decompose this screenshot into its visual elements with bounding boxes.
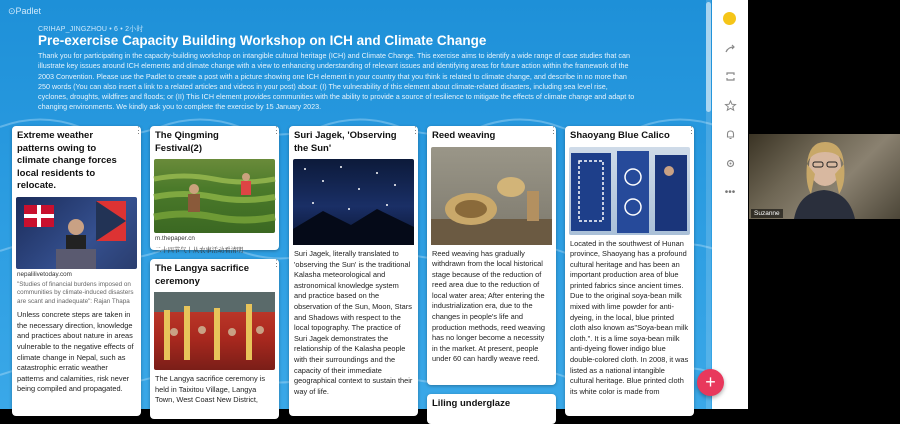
post-menu-icon[interactable]: ⋮: [411, 125, 420, 135]
news-photo[interactable]: [16, 197, 137, 269]
post-title: Suri Jagek, 'Observing the Sun': [294, 130, 397, 154]
remake-icon[interactable]: [722, 68, 738, 84]
post-quote: "Studies of financial burdens imposed on communities by climate-induced disasters are scant and inadequate": Rajan Thapa: [17, 280, 134, 305]
post-link-title[interactable]: 二十四节气丨从农事活动看清明: [155, 247, 244, 254]
post-link-source[interactable]: nepalilivetoday.com: [17, 270, 72, 278]
post-body: Suri Jagek, literally translated to 'observing the Sun' is the traditional Kalasha meteorological and astronomical knowledge system and practice based on the observation of the Sun, Moon, Stars and Shadows with respect to the local topography. The practice of Suri Jagek demonstrates the relationship of the Kalasha people with their surroundings and the capacity of their immediate geographical context to sustain their way of life.: [294, 249, 413, 396]
stars-image: [293, 159, 414, 245]
post-menu-icon[interactable]: ⋮: [272, 258, 281, 268]
add-post-button[interactable]: +: [697, 369, 724, 396]
post-title: Liling underglaze: [432, 398, 511, 409]
baskets-image: [431, 147, 552, 245]
post-menu-icon[interactable]: ⋮: [134, 125, 143, 135]
post-body: Unless concrete steps are taken in the necessary direction, knowledge and practices about nature in areas vulnerable to the negative effects of climate change in Nepal, such as catastrophic erratic weather patterns and calamities, risk never being compiled and propagated.: [17, 310, 134, 394]
post-title: The Qingming Festival(2): [155, 130, 219, 154]
status-dot-icon[interactable]: [723, 12, 736, 25]
post-card-suri-jagek[interactable]: [289, 126, 418, 416]
post-card-qingming[interactable]: [150, 125, 281, 254]
post-menu-icon[interactable]: ⋮: [549, 125, 558, 135]
board-title: Pre-exercise Capacity Building Workshop on ICH and Climate Change: [38, 33, 487, 48]
bell-icon[interactable]: [722, 126, 738, 142]
participant-camera-feed: [749, 134, 900, 219]
board-scrollbar-thumb[interactable]: [706, 2, 711, 112]
participant-video-tile[interactable]: [749, 134, 900, 219]
reed-basket-photo[interactable]: [431, 147, 552, 245]
post-card-reed-weaving[interactable]: [427, 126, 556, 385]
more-options-icon[interactable]: •••: [724, 186, 736, 198]
post-title: The Langya sacrifice ceremony: [155, 263, 249, 287]
settings-gear-icon[interactable]: [722, 155, 738, 171]
padlet-logo[interactable]: ⊙Padlet: [8, 6, 42, 16]
post-link-source[interactable]: m.thepaper.cn: [155, 235, 195, 242]
post-body: Reed weaving has gradually withdrawn from the local historical stage because of the reduction of reed area due to the reduction of local water area; After entering the industrialization era, due to the changes in people's life and production methods, reed weaving has no longer become a necessity in the market. At present, people under 60 can hardly weave reed.: [432, 248, 545, 364]
post-title: Shaoyang Blue Calico: [570, 130, 670, 141]
night-sky-photo[interactable]: [293, 159, 414, 245]
calico-cloth-image: [569, 147, 690, 235]
post-menu-icon[interactable]: ⋮: [272, 125, 281, 135]
ceremony-photo[interactable]: [154, 292, 275, 370]
post-title: Reed weaving: [432, 130, 496, 141]
participant-name-label: Suzanne: [751, 209, 783, 218]
ceremony-crowd-image: [154, 292, 275, 370]
board-author: CRIHAP_JINGZHOU • 6 • 2小时: [38, 26, 144, 33]
post-card-liling[interactable]: [427, 394, 556, 424]
post-title: Extreme weather patterns owing to climate change forces local residents to relocate.: [17, 130, 117, 191]
flag-speaker-image: [16, 197, 137, 269]
board-description: Thank you for participating in the capacity-building workshop on intangible cultural heritage (ICH) and Climate Change. This exercise aims to identify a wide range of case studies that can illustrate key issues around ICH elements and climate change with a view to enhancing understanding of relevant issues and identifying areas for future action within the framework of the 2003 Convention. Please use the Padlet to create a post with a picture showing one ICH element in your country that you think is related to climate change, and describe in no more than 250 words (You can also insert a link to a related articles and videos in your post) about: (I) The vulnerability of this element about climate-related disasters, including sea level rise, cyclones, droughts, wildfires and floods; or (II) This ICH element provides communities with the ability to provide a source of resilience to mitigate the effects of climate change and adapt to changing environments. We kindly ask you to complete the exercise by 15 January 2023.: [38, 51, 635, 112]
post-body: Located in the southwest of Hunan province, Shaoyang has a profound cultural heritage and has been an important production area of blue printed fabrics since ancient times. Due to the original soya-bean milk mixed with lime powder for anti-dyeing, in the local, blue printed cloth also known as"Soya-bean milk cloth.". It is a lime soya-bean milk anti-dyeing flower indigo blue double-colored cloth. In 2008, it was listed as a national intangible cultural heritage. Blue printed cloth its white color is made from: [570, 238, 689, 396]
share-icon[interactable]: [722, 41, 738, 57]
post-menu-icon[interactable]: ⋮: [687, 125, 696, 135]
tea-field-photo[interactable]: [154, 159, 275, 233]
blue-calico-photo[interactable]: [569, 147, 690, 235]
post-card-langya[interactable]: [150, 259, 279, 419]
post-card-shaoyang[interactable]: [565, 126, 694, 416]
padlet-action-rail: [712, 0, 748, 409]
star-icon[interactable]: [722, 97, 738, 113]
tea-pickers-image: [154, 159, 275, 233]
post-card-extreme-weather[interactable]: [12, 126, 141, 416]
post-body: The Langya sacrifice ceremony is held in Taixitou Village, Langya Town, West Coast New District,: [155, 374, 266, 405]
